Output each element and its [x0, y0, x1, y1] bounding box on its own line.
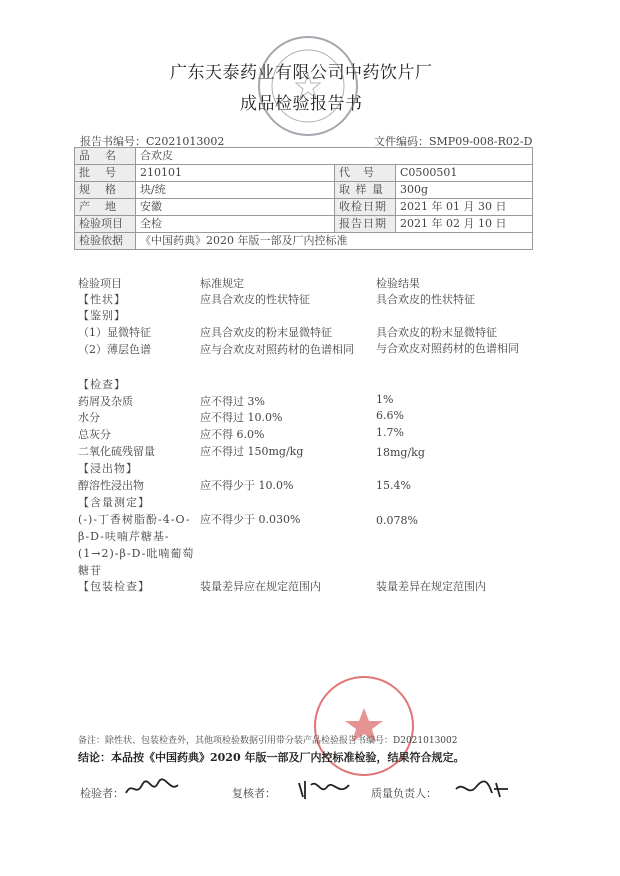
result-item: 【含量测定】	[78, 496, 150, 509]
inspector-signature	[122, 777, 182, 803]
result-item: (-)-丁香树脂酚-4-O-β-D-呋喃芹糖基-(1→2)-β-D-吡喃葡萄糖苷	[78, 513, 195, 577]
result-item: 【浸出物】	[78, 462, 138, 475]
file-number-value: SMP09-008-R02-D	[429, 135, 533, 148]
conclusion: 结论：本品按《中国药典》2020 年版一部及厂内控标准检验，结果符合规定。	[78, 751, 465, 764]
inspection-item-label: 检验项目	[75, 216, 136, 233]
result-item: 【性状】	[78, 293, 126, 306]
code-value: C0500501	[396, 165, 533, 182]
result-item: 二氧化硫残留量	[78, 445, 155, 458]
result-value: 装量差异在规定范围内	[376, 580, 486, 593]
col-header-item: 检验项目	[78, 277, 122, 290]
result-standard: 应不得少于 0.030%	[200, 513, 301, 526]
batch-value: 210101	[136, 165, 335, 182]
result-standard: 应不得过 3%	[200, 395, 265, 408]
result-standard: 应具合欢皮的粉末显微特征	[200, 326, 332, 339]
col-header-result: 检验结果	[376, 277, 420, 290]
result-item: 【包装检查】	[78, 580, 150, 593]
result-standard: 应具合欢皮的性状特征	[200, 293, 310, 306]
remark-note: 备注：除性状、包装检查外，其他项检验数据引用带分装产品检验报告书编号：D2021013002	[78, 736, 458, 746]
inspector-label: 检验者：	[80, 787, 124, 800]
product-name-value: 合欢皮	[136, 148, 533, 165]
origin-label: 产 地	[75, 199, 136, 216]
result-item: （2）薄层色谱	[78, 343, 151, 356]
result-item: 【鉴别】	[78, 309, 126, 322]
result-value: 0.078%	[376, 514, 418, 527]
spec-value: 块/统	[136, 182, 335, 199]
origin-value: 安徽	[136, 199, 335, 216]
code-label: 代 号	[335, 165, 396, 182]
product-info-table	[74, 147, 533, 250]
result-item: （1）显微特征	[78, 326, 151, 339]
result-value: 1.7%	[376, 426, 404, 439]
quality-seal-stamp	[258, 36, 358, 136]
result-standard: 应不得 6.0%	[200, 428, 265, 441]
receive-date-label: 收检日期	[335, 199, 396, 216]
report-number-label: 报告书编号：	[80, 135, 146, 148]
reviewer-label: 复核者：	[232, 787, 276, 800]
report-date-value: 2021 年 02 月 10 日	[396, 216, 533, 233]
file-number-label: 文件编码：	[374, 135, 429, 148]
result-value: 6.6%	[376, 409, 404, 422]
document-title: 成品检验报告书	[240, 94, 363, 114]
qa-manager-signature	[452, 777, 512, 805]
receive-date-value: 2021 年 01 月 30 日	[396, 199, 533, 216]
basis-label: 检验依据	[75, 233, 136, 250]
reviewer-signature	[295, 777, 355, 805]
result-standard: 应与合欢皮对照药材的色谱相同	[200, 343, 354, 356]
result-item: 醇溶性浸出物	[78, 479, 144, 492]
inspection-item-value: 全检	[136, 216, 335, 233]
sample-value: 300g	[396, 182, 533, 199]
result-value: 1%	[376, 393, 394, 406]
company-name: 广东天泰药业有限公司中药饮片厂	[170, 63, 433, 83]
result-value: 18mg/kg	[376, 446, 425, 459]
result-item: 药屑及杂质	[78, 395, 133, 408]
report-number-value: C2021013002	[146, 135, 225, 148]
result-value: 具合欢皮的性状特征	[376, 293, 475, 306]
result-item: 水分	[78, 411, 100, 424]
result-item: 【检查】	[78, 378, 126, 391]
result-standard: 装量差异应在规定范围内	[200, 580, 321, 593]
col-header-standard: 标准规定	[200, 277, 244, 290]
report-date-label: 报告日期	[335, 216, 396, 233]
result-value: 与合欢皮对照药材的色谱相同	[376, 342, 519, 355]
result-value: 15.4%	[376, 479, 411, 492]
result-standard: 应不得少于 10.0%	[200, 479, 294, 492]
result-standard: 应不得过 10.0%	[200, 411, 283, 424]
product-name-label: 品 名	[75, 148, 136, 165]
qa-manager-label: 质量负责人：	[371, 787, 437, 800]
sample-label: 取 样 量	[335, 182, 396, 199]
batch-label: 批 号	[75, 165, 136, 182]
result-item: 总灰分	[78, 428, 111, 441]
result-standard: 应不得过 150mg/kg	[200, 445, 304, 458]
spec-label: 规 格	[75, 182, 136, 199]
result-value: 具合欢皮的粉末显微特征	[376, 326, 497, 339]
basis-value: 《中国药典》2020 年版一部及厂内控标准	[136, 233, 533, 250]
